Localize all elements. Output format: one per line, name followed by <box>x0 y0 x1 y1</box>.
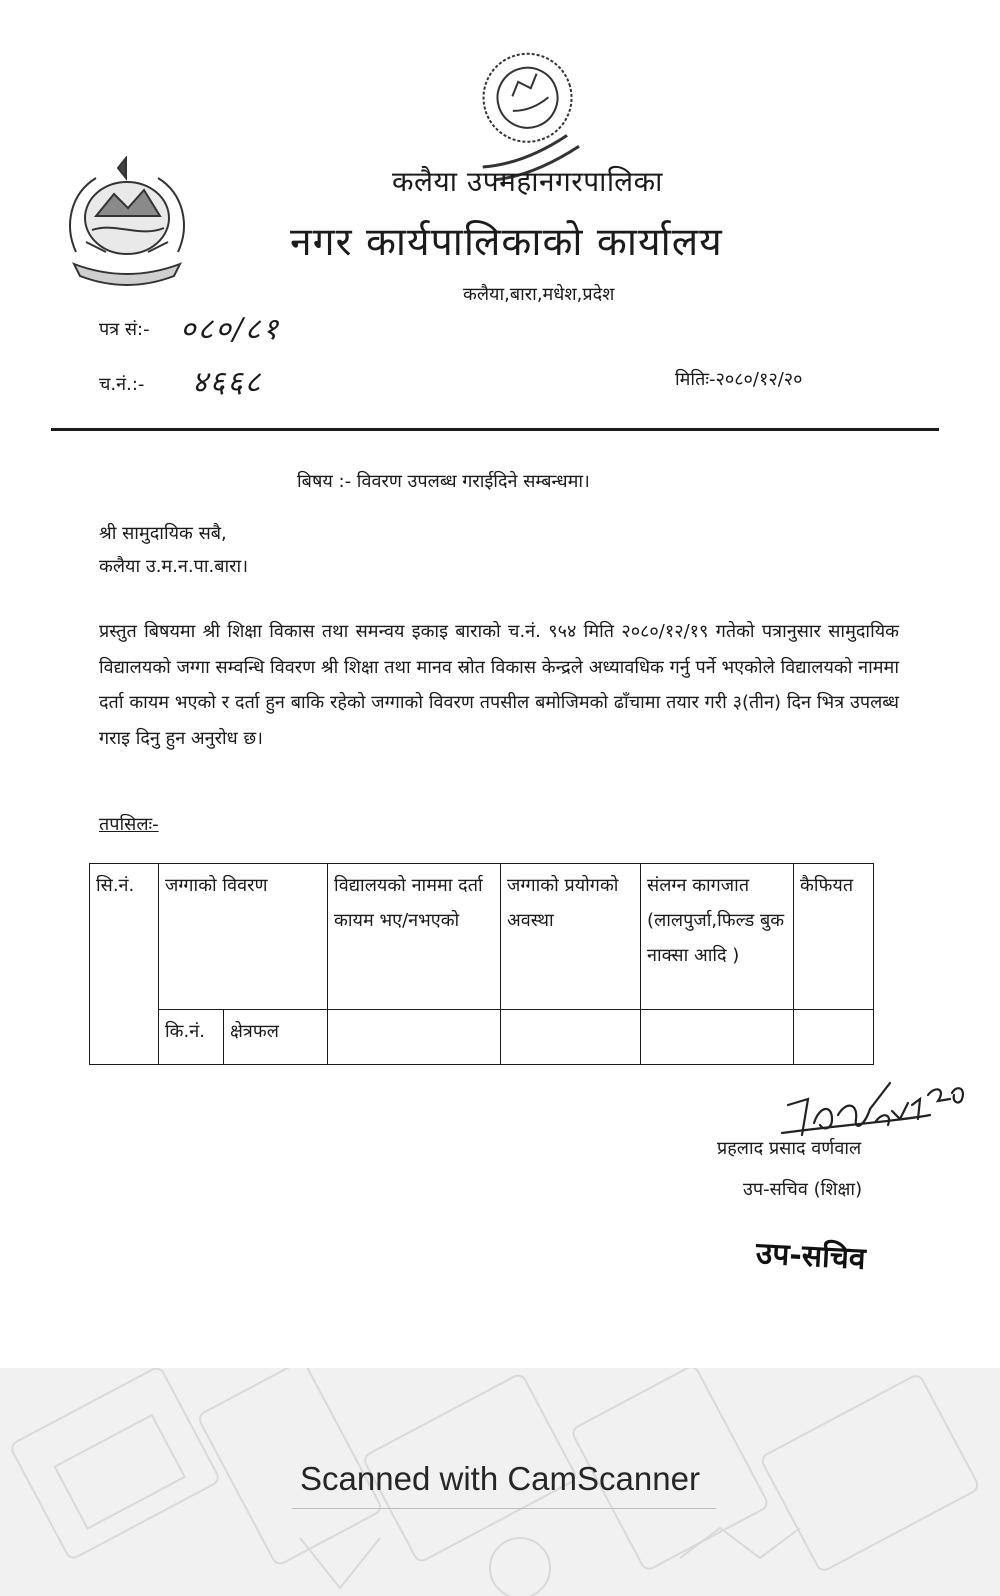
office-name: नगर कार्यपालिकाको कार्यालय <box>290 220 723 265</box>
designation-stamp: उप-सचिव <box>755 1236 867 1277</box>
recipient-line-1: श्री सामुदायिक सबै, <box>99 523 227 544</box>
subheader-area: क्षेत्रफल <box>224 1010 328 1065</box>
table-cell <box>501 1010 641 1065</box>
office-address: कलैया,बारा,मधेश,प्रदेश <box>463 284 615 305</box>
letter-number-value: ०८०/८१ <box>180 312 281 347</box>
table-cell <box>794 1010 874 1065</box>
recipient-line-2: कलैया उ.म.न.पा.बारा। <box>99 556 249 577</box>
dispatch-number-value: ४६६८ <box>192 365 263 400</box>
camscanner-watermark: Scanned with CamScanner <box>300 1460 700 1497</box>
dispatch-number-label: च.नं.:- <box>99 374 145 395</box>
table-subheader-row <box>90 1010 874 1065</box>
header-attached-documents: संलग्न कागजात (लालपुर्जा,फिल्ड बुक नाक्सा आदि ) <box>641 864 794 1010</box>
letter-body: प्रस्तुत बिषयमा श्री शिक्षा विकास तथा समन्वय इकाइ बाराको च.नं. ९५४ मिति २०८०/१२/१९ गतेको पत्रानुसार सामुदायिक विद्यालयको जग्गा सम्वन्धि विवरण श्री शिक्षा तथा मानव स्रोत विकास केन्द्रले अध्यावधिक गर्नु पर्ने भएकोले विद्यालयको नाममा दर्ता कायम भएको र दर्ता हुन बाकि रहेको जग्गाको विवरण तपसील बमोजिमको ढाँचामा तयार गरी ३(तीन) दिन भित्र उपलब्ध गराइ दिनु हुन अनुरोध छ। <box>99 621 899 749</box>
header-registration-status: विद्यालयको नाममा दर्ता कायम भए/नभएको <box>328 864 501 1010</box>
header-divider <box>51 428 939 431</box>
table-cell <box>641 1010 794 1065</box>
annex-label: तपसिलः- <box>99 814 159 835</box>
header-serial: सि.नं. <box>90 864 159 1065</box>
municipality-name: कलैया उपमहानगरपालिका <box>392 165 663 198</box>
table-header-row <box>90 864 874 1010</box>
header-usage-status: जग्गाको प्रयोगको अवस्था <box>501 864 641 1010</box>
subject-line: बिषय :- विवरण उपलब्ध गराईदिने सम्बन्धमा। <box>297 471 590 492</box>
header-remarks: कैफियत <box>794 864 874 1010</box>
office-round-seal-icon <box>448 42 610 182</box>
letter-number-label: पत्र सं:- <box>99 319 150 340</box>
land-details-table <box>89 863 874 1065</box>
table-cell <box>328 1010 501 1065</box>
signatory-title: उप-सचिव (शिक्षा) <box>743 1179 863 1200</box>
subheader-plot-number: कि.नं. <box>159 1010 224 1065</box>
nepal-government-emblem-icon <box>56 156 198 288</box>
letter-date: मितिः-२०८०/१२/२० <box>675 369 803 390</box>
header-land-details: जग्गाको विवरण <box>159 864 328 1010</box>
watermark-underline <box>292 1508 716 1509</box>
signatory-name: प्रहलाद प्रसाद वर्णवाल <box>717 1138 862 1159</box>
